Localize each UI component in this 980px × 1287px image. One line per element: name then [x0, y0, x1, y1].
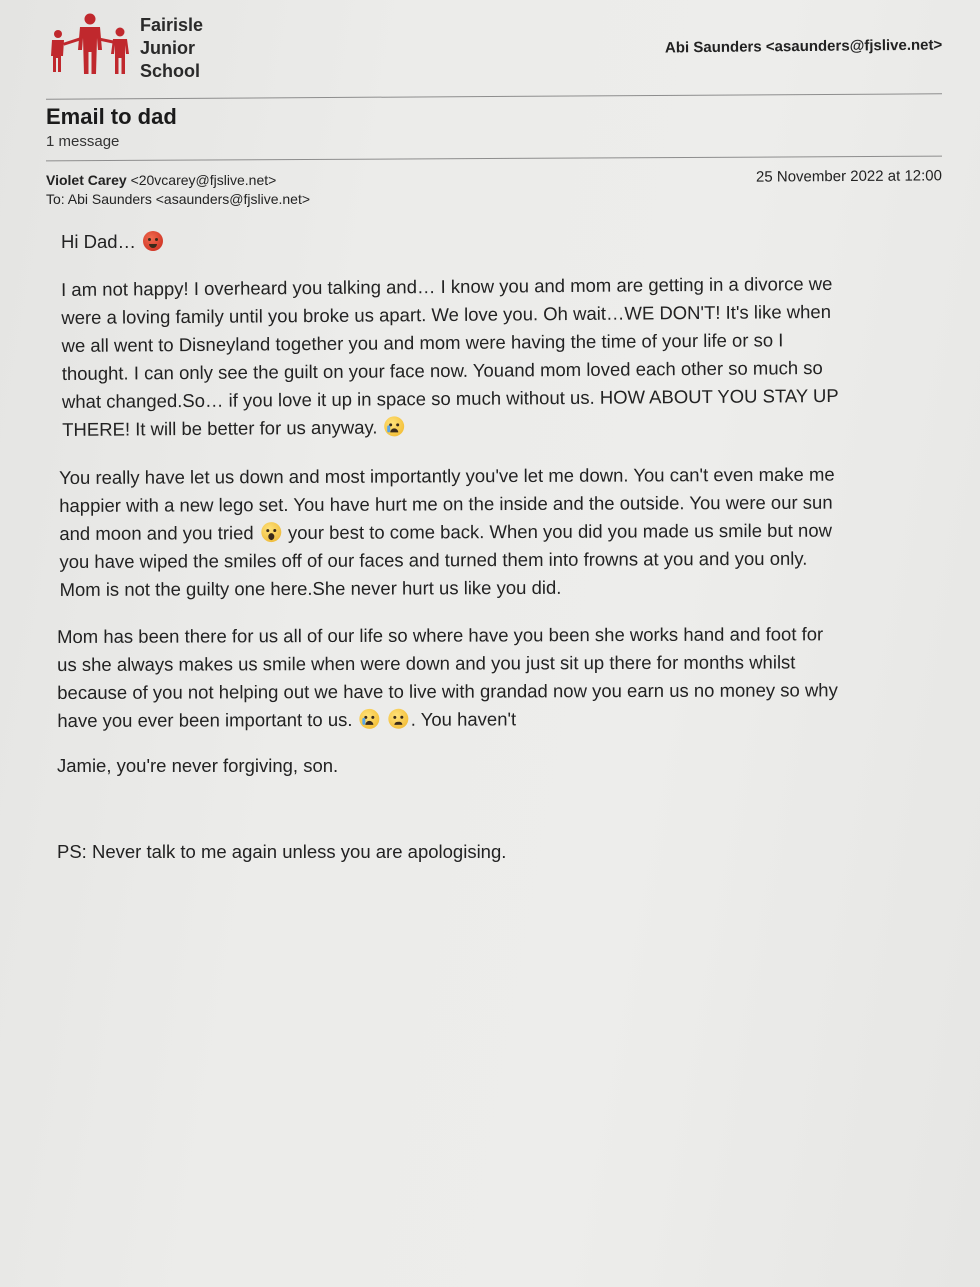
p3-line-2: us she always makes us smile when were down and you just sit up there for months whilst [57, 651, 796, 675]
sender [46, 172, 276, 188]
family-logo-icon [46, 12, 136, 78]
greeting: Hi Dad… [61, 231, 137, 252]
sender-name: Violet Carey [46, 172, 127, 188]
header-divider [46, 93, 942, 99]
angry-face-icon [143, 231, 163, 251]
sender-email: <20vcarey@fjslive.net> [130, 172, 277, 188]
p3-line-1: Mom has been there for us all of our life so where have you been she works hand and foot for [57, 623, 824, 647]
p1-line-3: we all went to Disneyland together you and mom were having the time of your life or so I [61, 329, 784, 356]
greeting-line [61, 228, 165, 256]
school-logo [46, 12, 136, 78]
p1-line-4: thought. I can only see the guilt on your face now. Youand mom loved each other so much so [61, 357, 823, 384]
p2-line-3b: your best to come back. When you did you made us smile but now [287, 519, 832, 544]
p3-line-4b: . You haven't [410, 708, 517, 730]
p2-line-4: you have wiped the smiles off of our faces and turned them into frowns at you and you only. [59, 547, 808, 572]
paragraph-1 [61, 270, 839, 444]
p1-line-2: were a loving family until you broke us apart. We love you. Oh wait…WE DON'T! It's like when [61, 300, 832, 328]
p3-line-3: because of you not helping out we have to live with grandad now you earn us no money so why [57, 679, 838, 703]
p1-line-6-text: THERE! It will be better for us anyway. [62, 416, 378, 440]
crying-face-icon-2 [360, 709, 380, 729]
thread-subject: Email to dad [46, 104, 177, 129]
paragraph-3 [57, 620, 838, 735]
p1-line-6 [62, 410, 839, 444]
message-date: 25 November 2022 at 12:00 [755, 167, 943, 186]
school-name-line3: School [140, 61, 201, 81]
postscript: PS: Never talk to me again unless you are apologising. [57, 841, 507, 862]
p2-line-3 [59, 517, 835, 548]
disappointed-face-icon [389, 709, 409, 729]
paragraph-4: Jamie, you're never forgiving, son. [57, 755, 339, 776]
account-identity: Abi Saunders <asaunders@fjslive.net> [664, 36, 943, 57]
p3-line-4 [57, 704, 838, 735]
crying-face-icon [385, 416, 405, 436]
paragraph-2 [59, 461, 835, 604]
school-name-line1: Fairisle [140, 15, 204, 35]
p2-line-1: You really have let us down and most importantly you've let me down. You can't even make me [59, 463, 835, 488]
p2-line-2: happier with a new lego set. You have hurt me on the inside and the outside. You were our sun [59, 491, 833, 516]
p2-line-5: Mom is not the guilty one here.She never hurt us like you did. [59, 576, 562, 600]
p3-line-4a: have you ever been important to us. [57, 708, 353, 731]
school-name-line2: Junior [140, 38, 196, 58]
thread-divider [46, 156, 942, 162]
message-count: 1 message [46, 133, 120, 150]
p1-line-5: what changed.So… if you love it up in space so much without us. HOW ABOUT YOU STAY UP [61, 384, 839, 412]
p1-line-1: I am not happy! I overheard you talking and… I know you and mom are getting in a divorce we [61, 272, 833, 300]
screaming-face-icon [261, 522, 281, 542]
school-name [140, 14, 203, 83]
recipient: To: Abi Saunders <asaunders@fjslive.net> [46, 191, 311, 207]
p2-line-3a: and moon and you tried [59, 522, 254, 544]
